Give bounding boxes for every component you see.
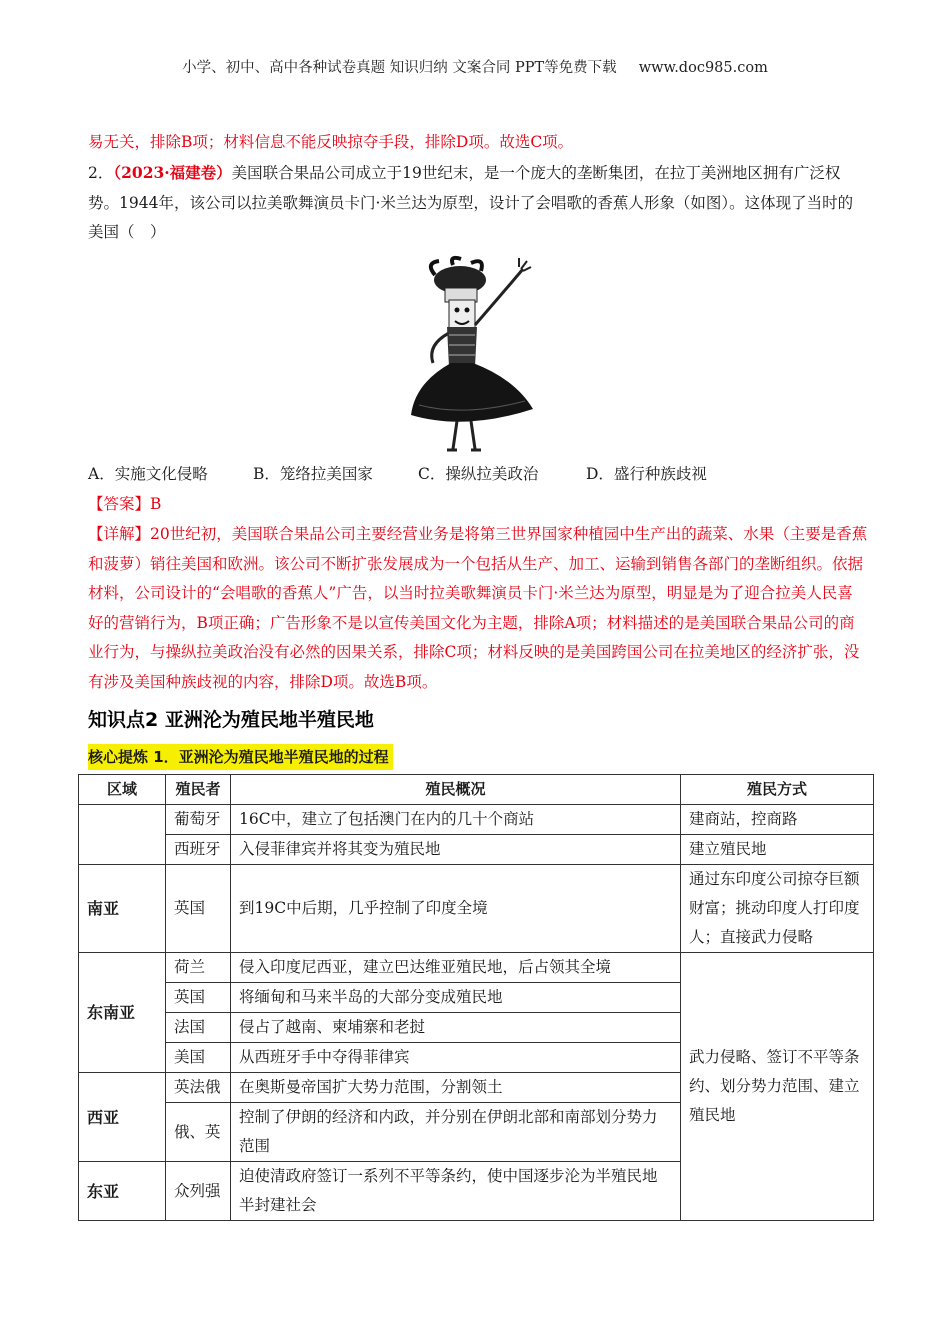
question-number: 2．: [88, 164, 114, 182]
region-cell: 南亚: [79, 865, 166, 953]
header-method: 殖民方式: [681, 775, 874, 805]
colonizer-cell: 俄、英: [166, 1103, 231, 1162]
answer-options: [88, 460, 868, 489]
header-colonizer: 殖民者: [166, 775, 231, 805]
region-cell: 西亚: [79, 1073, 166, 1162]
overview-cell: 到19C中后期，几乎控制了印度全境: [231, 865, 681, 953]
option-d[interactable]: D．盛行种族歧视: [586, 465, 707, 483]
banana-man-illustration: [405, 255, 545, 455]
overview-cell: 迫使清政府签订一系列不平等条约，使中国逐步沦为半殖民地半封建社会: [231, 1162, 681, 1221]
table-row: [79, 805, 874, 835]
question-text: 美国联合果品公司成立于19世纪末，是一个庞大的垄断集团，在拉丁美洲地区拥有广泛权势。1944年，该公司以拉美歌舞演员卡门·米兰达为原型，设计了会唱歌的香蕉人形象（如图）。这体现了当时的美国（ ）: [88, 164, 854, 241]
overview-cell: 侵占了越南、柬埔寨和老挝: [231, 1013, 681, 1043]
table-header-row: [79, 775, 874, 805]
colonizer-cell: 荷兰: [166, 953, 231, 983]
colonizer-cell: 美国: [166, 1043, 231, 1073]
region-cell: 东亚: [79, 1162, 166, 1221]
question-stem: [88, 158, 868, 248]
colonizer-cell: 英国: [166, 983, 231, 1013]
knowledge-point-title: 知识点2 亚洲沦为殖民地半殖民地: [88, 709, 374, 731]
question-source: （2023·福建卷）: [113, 163, 232, 182]
page-header: [0, 56, 950, 77]
header-url[interactable]: www.doc985.com: [638, 60, 768, 76]
colonizer-cell: 西班牙: [166, 835, 231, 865]
colonizer-cell: 英国: [166, 865, 231, 953]
table-row: [79, 865, 874, 953]
answer-line: 【答案】B: [88, 495, 162, 513]
overview-cell: 从西班牙手中夺得菲律宾: [231, 1043, 681, 1073]
colonizer-cell: 葡萄牙: [166, 805, 231, 835]
overview-cell: 控制了伊朗的经济和内政，并分别在伊朗北部和南部划分势力范围: [231, 1103, 681, 1162]
overview-cell: 在奥斯曼帝国扩大势力范围，分割领土: [231, 1073, 681, 1103]
answer-detail: 【详解】20世纪初，美国联合果品公司主要经营业务是将第三世界国家种植园中生产出的蔬菜、水果（主要是香蕉和菠萝）销往美国和欧洲。该公司不断扩张发展成为一个包括从生产、加工、运输到销售各部门的垄断组织。依据材料，公司设计的“会唱歌的香蕉人”广告，以当时拉美歌舞演员卡门·米兰达为原型，明显是为了迎合拉美人民喜好的营销行为，B项正确；广告形象不是以宣传美国文化为主题，排除A项；材料描述的是美国联合果品公司的商业行为，与操纵拉美政治没有必然的因果关系，排除C项；材料反映的是美国跨国公司在拉美地区的经济扩张，没有涉及美国种族歧视的内容，排除D项。故选B项。: [88, 525, 868, 691]
overview-cell: 侵入印度尼西亚，建立巴达维亚殖民地，后占领其全境: [231, 953, 681, 983]
option-b[interactable]: B．笼络拉美国家: [253, 465, 373, 483]
region-cell-empty: [79, 805, 166, 865]
previous-answer-tail: 易无关，排除B项；材料信息不能反映掠夺手段，排除D项。故选C项。: [88, 133, 574, 151]
option-a[interactable]: A．实施文化侵略: [88, 465, 208, 483]
method-cell: 建商站，控商路: [681, 805, 874, 835]
header-overview: 殖民概况: [231, 775, 681, 805]
method-cell: 通过东印度公司掠夺巨额财富；挑动印度人打印度人；直接武力侵略: [681, 865, 874, 953]
header-region: 区域: [79, 775, 166, 805]
overview-cell: 16C中，建立了包括澳门在内的几十个商站: [231, 805, 681, 835]
core-summary-label: 核心提炼 1．亚洲沦为殖民地半殖民地的过程: [88, 744, 393, 770]
method-cell: 建立殖民地: [681, 835, 874, 865]
option-c[interactable]: C．操纵拉美政治: [418, 465, 539, 483]
table-row: [79, 835, 874, 865]
overview-cell: 将缅甸和马来半岛的大部分变成殖民地: [231, 983, 681, 1013]
region-cell: 东南亚: [79, 953, 166, 1073]
colonization-table: [78, 774, 874, 1221]
colonizer-cell: 法国: [166, 1013, 231, 1043]
table-row: [79, 953, 874, 983]
colonizer-cell: 众列强: [166, 1162, 231, 1221]
colonizer-cell: 英法俄: [166, 1073, 231, 1103]
method-cell-shared: 武力侵略、签订不平等条约、划分势力范围、建立殖民地: [681, 953, 874, 1221]
header-text: 小学、初中、高中各种试卷真题 知识归纳 文案合同 PPT等免费下载: [182, 60, 617, 76]
overview-cell: 入侵菲律宾并将其变为殖民地: [231, 835, 681, 865]
